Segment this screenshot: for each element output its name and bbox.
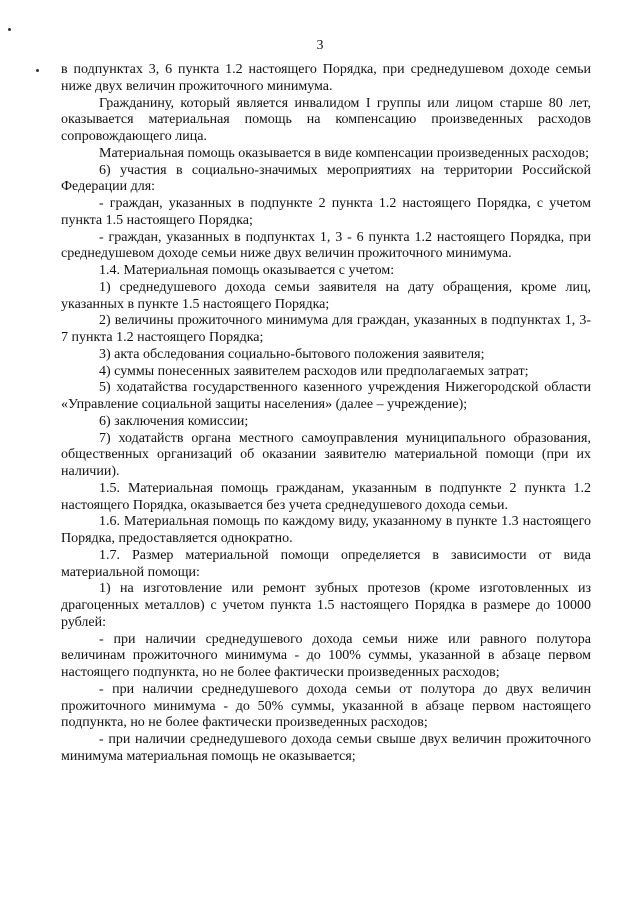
paragraph: в подпунктах 3, 6 пункта 1.2 настоящего Порядка, при среднедушевом доходе семьи ниже двух величин прожиточного минимума.	[61, 62, 591, 94]
paragraph: 1.4. Материальная помощь оказывается с учетом:	[99, 263, 395, 278]
paragraph: 1.6. Материальная помощь по каждому виду, указанному в пункте 1.3 настоящего Порядка, предоставляется однократно.	[61, 514, 591, 546]
paragraph: 7) ходатайств органа местного самоуправления муниципального образования, общественных организаций об оказании заявителю материальной помощи (при их наличии).	[61, 430, 591, 479]
paragraph: Гражданину, который является инвалидом I группы или лицом старше 80 лет, оказывается материальная помощь на компенсацию произведенных расходов сопровождающего лица.	[61, 95, 591, 144]
paragraph: 1.7. Размер материальной помощи определяется в зависимости от вида материальной помощи:	[61, 547, 591, 580]
document-body	[61, 62, 591, 766]
paragraph: 6) заключения комиссии;	[99, 413, 249, 429]
paragraph: 1.5. Материальная помощь гражданам, указанным в подпункте 2 пункта 1.2 настоящего Порядка, оказывается без учета среднедушевого дохода семьи.	[61, 480, 591, 513]
paragraph: - граждан, указанных в подпунктах 1, 3 - 6 пункта 1.2 настоящего Порядка, при среднедушевом доходе семьи ниже двух величин прожиточного минимума.	[61, 229, 591, 262]
paragraph: 2) величины прожиточного минимума для граждан, указанных в подпунктах 1, 3-7 пункта 1.2 настоящего Порядка;	[61, 313, 591, 345]
paragraph: 1) на изготовление или ремонт зубных протезов (кроме изготовленных из драгоценных металлов) с учетом пункта 1.5 настоящего Порядка в размере до 10000 рублей:	[61, 581, 591, 630]
scan-speck	[36, 69, 39, 72]
paragraph: - граждан, указанных в подпункте 2 пункта 1.2 настоящего Порядка, с учетом пункта 1.5 настоящего Порядка;	[61, 196, 591, 228]
paragraph: Материальная помощь оказывается в виде компенсации произведенных расходов;	[99, 145, 589, 161]
paragraph: 4) суммы понесенных заявителем расходов или предполагаемых затрат;	[99, 363, 529, 379]
paragraph: - при наличии среднедушевого дохода семьи свыше двух величин прожиточного минимума материальная помощь не оказывается;	[61, 732, 591, 764]
paragraph: 1) среднедушевого дохода семьи заявителя на дату обращения, кроме лиц, указанных в пункте 1.5 настоящего Порядка;	[61, 279, 591, 312]
paragraph: 6) участия в социально-значимых мероприятиях на территории Российской Федерации для:	[61, 162, 591, 195]
scan-speck	[8, 28, 11, 31]
paragraph: - при наличии среднедушевого дохода семьи от полутора до двух величин прожиточного минимума - до 50% суммы, указанной в абзаце первом настоящего подпункта, но не более фактически произведенных расходов;	[61, 681, 591, 731]
page-number: 3	[316, 38, 324, 53]
paragraph: 5) ходатайства государственного казенного учреждения Нижегородской области «Управление социальной защиты населения» (далее – учреждение);	[61, 380, 591, 412]
paragraph: 3) акта обследования социально-бытового положения заявителя;	[99, 346, 485, 362]
paragraph: - при наличии среднедушевого дохода семьи ниже или равного полутора величинам прожиточного минимума - до 100% суммы, указанной в абзаце первом настоящего подпункта, но не более фактически произведенных расходов;	[61, 631, 591, 680]
